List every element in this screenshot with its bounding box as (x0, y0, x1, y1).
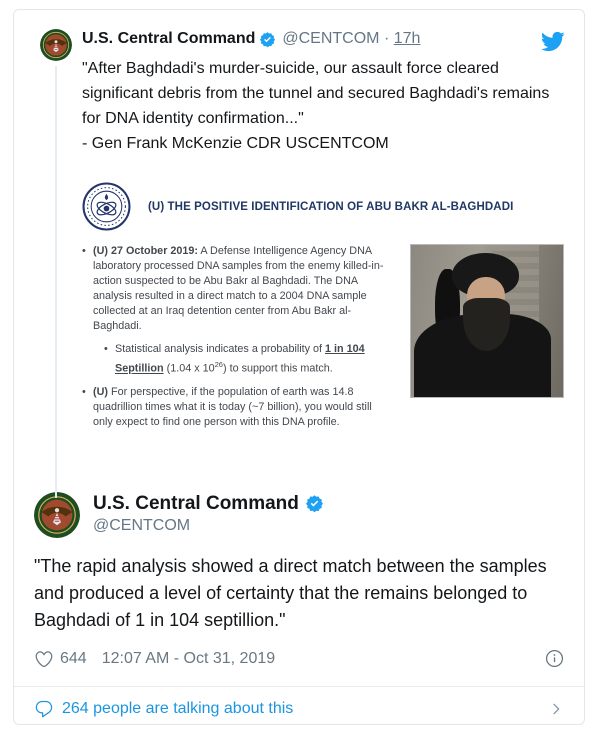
speech-bubble-icon (34, 699, 54, 719)
people-talking-link[interactable]: 264 people are talking about this (62, 699, 294, 717)
meta-separator: · (383, 30, 390, 47)
bullet2-label: (U) (93, 385, 108, 398)
like-heart-icon[interactable] (34, 649, 54, 669)
verified-badge-icon (305, 494, 324, 513)
parent-tweet-body (82, 29, 564, 438)
sub-bullet-end: ) to support this match. (222, 362, 333, 375)
baghdadi-photo (410, 244, 564, 398)
tweet-meta (282, 29, 420, 49)
avatar[interactable] (34, 492, 80, 538)
slide-sub-bullet (104, 342, 394, 377)
bullet1-label: (U) 27 October 2019: (93, 245, 199, 257)
tweet-media-image[interactable] (82, 182, 564, 438)
tweet-card (13, 9, 585, 725)
tweet-timestamp-link[interactable]: 12:07 AM - Oct 31, 2019 (101, 649, 276, 667)
focus-tweet-header (14, 438, 584, 538)
info-icon[interactable] (545, 649, 564, 668)
slide-header (82, 182, 564, 231)
account-handle[interactable]: @CENTCOM (93, 516, 191, 534)
bullet1-text: A Defense Intelligence Agency DNA laboratory processed DNA samples from the enemy killed-in-action suspected to be Abu Bakr al Baghdadi. The DNA analysis resulted in a direct match to a 2004 DNA sample collected at an Iraq detention center from Abu Bakr al-Baghdadi. (93, 245, 384, 332)
sub-bullet-mid: (1.04 x 10 (163, 362, 215, 375)
centcom-seal-icon (34, 492, 80, 538)
dia-seal-icon (82, 182, 131, 231)
tweet-quote-text: "After Baghdadi's murder-suicide, our assault force cleared significant debris from the tunnel and secured Baghdadi's remains for DNA identity confirmation..." (82, 60, 550, 127)
slide-title: (U) THE POSITIVE IDENTIFICATION OF ABU BAKR AL-BAGHDADI (148, 200, 514, 213)
tweet-attribution: - Gen Frank McKenzie CDR USCENTCOM (82, 135, 389, 152)
slide-bullets (82, 244, 394, 438)
bullet2-text: For perspective, if the population of earth was 14.8 quadrillion times what it is today (~7 billion), you would still only expect to find one person with this DNA profile. (93, 385, 372, 428)
sub-bullet-pre: Statistical analysis indicates a probability of (115, 343, 326, 355)
avatar[interactable] (40, 29, 72, 61)
slide-body (82, 244, 564, 438)
focus-tweet-text: "The rapid analysis showed a direct match between the samples and produced a level of certainty that the remains belonged to Baghdadi of 1 in 104 septillion." (34, 555, 547, 630)
like-count[interactable]: 644 (60, 649, 87, 667)
centcom-seal-icon (40, 29, 72, 61)
timestamp-link[interactable]: 17h (393, 30, 421, 47)
tweet-footer (14, 634, 584, 686)
account-handle[interactable]: @CENTCOM (282, 30, 380, 47)
tweet-text (82, 56, 564, 156)
verified-badge-icon (259, 31, 276, 48)
account-name-link[interactable]: U.S. Central Command (93, 492, 299, 514)
chevron-right-icon[interactable] (548, 701, 564, 717)
account-name-link[interactable]: U.S. Central Command (82, 30, 256, 47)
slide-bullet-2 (82, 385, 394, 430)
twitter-logo-icon[interactable] (540, 29, 565, 54)
slide-bullet-1 (82, 244, 394, 334)
focus-name-row (93, 492, 324, 515)
conversation-link-bar[interactable] (14, 686, 584, 731)
sub-bullet-exponent: 26 (214, 360, 223, 369)
tweet-header (82, 29, 564, 49)
focus-account-block (93, 492, 324, 535)
parent-tweet (14, 10, 584, 438)
sub-bullet-highlight: 1 in 104 Septillion (115, 343, 365, 375)
